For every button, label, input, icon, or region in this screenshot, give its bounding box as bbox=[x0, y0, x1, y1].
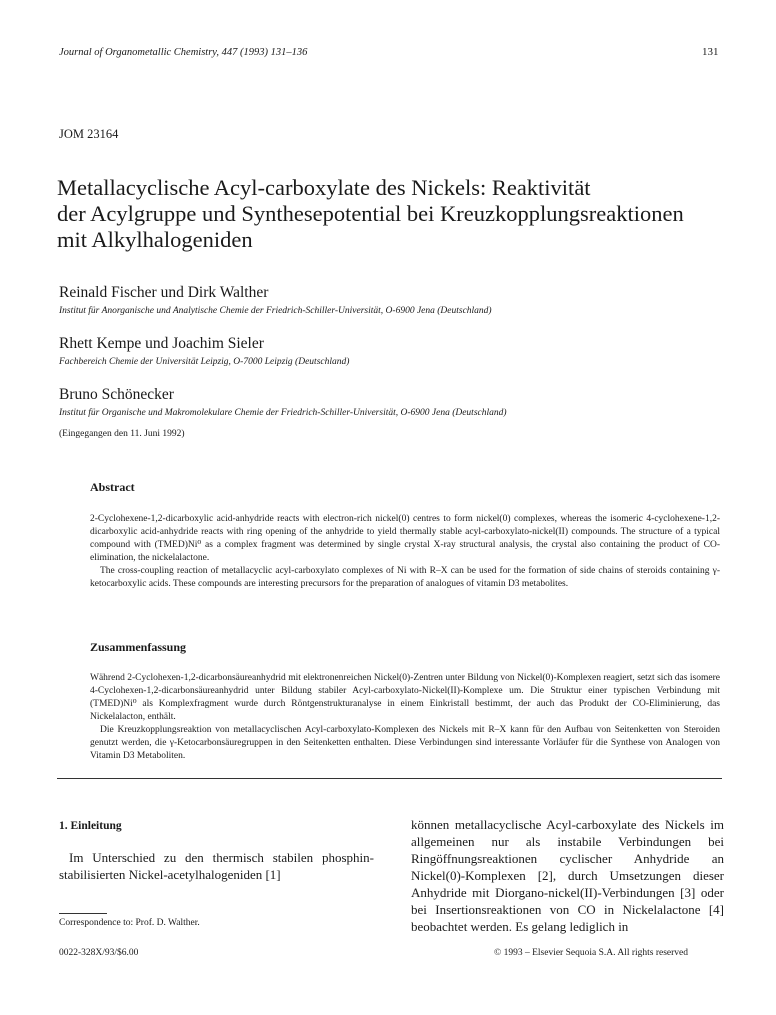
article-id: JOM 23164 bbox=[59, 127, 119, 141]
author-group-3: Bruno Schönecker bbox=[59, 386, 174, 403]
zusammenfassung-paragraph: Während 2-Cyclohexen-1,2-dicarbonsäureanhydrid mit elektronenreichen Nickel(0)-Zentren unter Bildung von Nickel(0)-Komplexen reagiert, setzt sich das isomere 4-Cyclohexen-1,2-dicarbonsäureanhydrid unter Bildung stabiler Acyl-carboxylato-Nickel(II)-Komplexe um. Die Struktur einer typischen Verbindung mit (TMED)Ni⁰ als Komplexfragment wurde durch Röntgenstrukturanalyse in einem Einkristall bestimmt, der auch das Produkt der CO-Eliminierung, das Nickelalacton, enthält. bbox=[90, 673, 720, 722]
affiliation-1: Institut für Anorganische und Analytische Chemie der Friedrich-Schiller-Universität, O-6900 Jena (Deutschland) bbox=[59, 306, 492, 316]
introduction-left-column bbox=[59, 849, 374, 883]
affiliation-3: Institut für Organische und Makromolekulare Chemie der Friedrich-Schiller-Universität, O-6900 Jena (Deutschland) bbox=[59, 408, 507, 418]
body-paragraph: Im Unterschied zu den thermisch stabilen phosphin-stabilisierten Nickel-acetylhalogeniden [1] bbox=[59, 850, 374, 882]
affiliation-2: Fachbereich Chemie der Universität Leipzig, O-7000 Leipzig (Deutschland) bbox=[59, 357, 350, 367]
article-title bbox=[57, 175, 737, 253]
section-heading-introduction: 1. Einleitung bbox=[59, 820, 122, 832]
body-paragraph: können metallacyclische Acyl-carboxylate des Nickels im allgemeinen nur als instabile Verbindungen bei Ringöffnungsreaktionen cyclischer Anhydride an Nickel(0)-Komplexen [2], durch Umsetzungen dieser Anhydride mit Diorgano-nickel(II)-Verbindungen [3] oder bei Insertionsreaktionen von CO in Nickelalactone [4] beobachtet werden. Es gelang lediglich in bbox=[411, 817, 724, 934]
zusammenfassung-heading: Zusammenfassung bbox=[90, 640, 187, 654]
page-number: 131 bbox=[702, 46, 719, 58]
abstract-paragraph: The cross-coupling reaction of metallacyclic acyl-carboxylato complexes of Ni with R–X can be used for the formation of side chains of steroids containing γ-ketocarboxylic acids. These compounds are interesting precursors for the preparation of analogues of vitamin D3 metabolites. bbox=[90, 566, 720, 589]
footnote-rule bbox=[59, 913, 107, 914]
journal-citation: Journal of Organometallic Chemistry, 447 (1993) 131–136 bbox=[59, 47, 308, 58]
zusammenfassung-body bbox=[90, 672, 720, 763]
abstract-body bbox=[90, 513, 720, 591]
copyright-notice: © 1993 – Elsevier Sequoia S.A. All rights reserved bbox=[494, 948, 689, 958]
introduction-right-column bbox=[411, 816, 724, 935]
zusammenfassung-paragraph: Die Kreuzkopplungsreaktion von metallacyclischen Acyl-carboxylato-Komplexen des Nickels mit R–X kann für den Aufbau von Seitenketten von Steroiden genutzt werden, die γ-Ketocarbonsäuregruppen in den Seitenketten enthalten. Diese Verbindungen sind interessante Vorläufer für die Synthese von Analogen von Vitamin D3 Metaboliten. bbox=[90, 725, 720, 761]
title-line: der Acylgruppe und Synthesepotential bei Kreuzkopplungsreaktionen bbox=[57, 201, 684, 226]
author-group-2: Rhett Kempe und Joachim Sieler bbox=[59, 335, 264, 352]
received-date: (Eingegangen den 11. Juni 1992) bbox=[59, 429, 185, 439]
issn-price: 0022-328X/93/$6.00 bbox=[59, 948, 139, 958]
author-group-1: Reinald Fischer und Dirk Walther bbox=[59, 284, 269, 301]
abstract-paragraph: 2-Cyclohexene-1,2-dicarboxylic acid-anhydride reacts with electron-rich nickel(0) centres to form nickel(0) complexes, whereas the isomeric 4-cyclohexene-1,2-dicarboxylic acid-anhydride reacts with ring opening of the anhydride to yield thermally stable acyl-carboxylato-nickel(II) compounds. The structure of a typical compound with (TMED)Ni⁰ as a complex fragment was determined by single crystal X-ray structural analysis, the crystal also containing the product of CO-elimination, the nickelalactone. bbox=[90, 514, 720, 563]
title-line: Metallacyclische Acyl-carboxylate des Nickels: Reaktivität bbox=[57, 175, 591, 200]
correspondence-footnote: Correspondence to: Prof. D. Walther. bbox=[59, 918, 200, 928]
abstract-heading: Abstract bbox=[90, 480, 135, 494]
section-divider bbox=[57, 778, 722, 779]
title-line: mit Alkylhalogeniden bbox=[57, 227, 253, 252]
